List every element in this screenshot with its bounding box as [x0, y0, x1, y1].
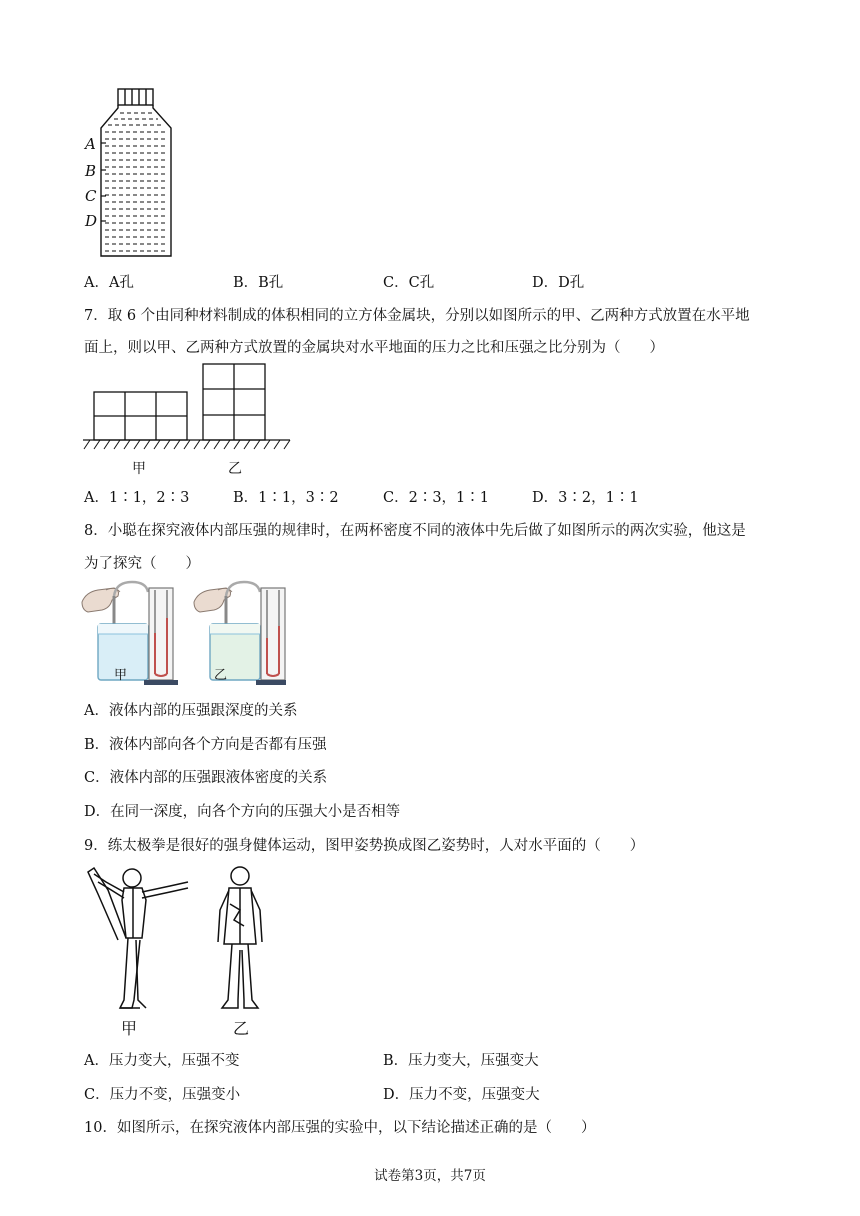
option-key: D． — [84, 804, 111, 820]
option-key: C． — [84, 1087, 110, 1103]
page-footer: 试卷第3页，共7页 — [374, 1168, 486, 1184]
option-text: 液体内部的压强跟液体密度的关系 — [109, 770, 328, 786]
option-key: B． — [233, 275, 259, 291]
option-key: C． — [383, 275, 409, 291]
option-text: 液体内部的压强跟深度的关系 — [108, 703, 298, 719]
option-key: B． — [383, 1053, 409, 1069]
option-text: 2∶3，1∶1 — [408, 490, 490, 506]
option-text: 1∶1，3∶2 — [258, 490, 339, 506]
q6-option-c[interactable] — [383, 271, 434, 292]
option-key: A． — [84, 275, 109, 291]
q7-stem-line2: 面上，则以甲、乙两种方式放置的金属块对水平地面的压力之比和压强之比分别为（ ） — [84, 340, 664, 356]
q8-fig-label-jia: 甲 — [114, 668, 128, 683]
hole-label-a: A — [85, 135, 96, 153]
taichi-figure — [80, 860, 280, 1020]
q7-fig-label-jia: 甲 — [132, 461, 146, 477]
option-key: D． — [532, 490, 559, 506]
option-text: C孔 — [408, 275, 435, 291]
q9-fig-label-jia: 甲 — [121, 1019, 138, 1038]
option-text: 压力变大，压强不变 — [108, 1053, 240, 1069]
option-key: B． — [233, 490, 259, 506]
q8-option-a[interactable] — [84, 699, 297, 720]
q9-option-c[interactable] — [84, 1083, 240, 1104]
q6-option-d[interactable] — [532, 271, 584, 292]
q8-stem-line1: 8．小聪在探究液体内部压强的规律时，在两杯密度不同的液体中先后做了如图所示的两次实验，他这是 — [84, 523, 746, 539]
option-text: 压力不变，压强变小 — [109, 1087, 241, 1103]
option-text: 液体内部向各个方向是否都有压强 — [109, 737, 327, 753]
q7-stem-line1: 7．取 6 个由同种材料制成的体积相同的立方体金属块，分别以如图所示的甲、乙两种方式放置在水平地 — [84, 308, 750, 324]
option-text: 1∶1，2∶3 — [108, 490, 190, 506]
q9-option-d[interactable] — [383, 1083, 540, 1104]
option-key: B． — [84, 737, 110, 753]
option-text: 压力变大，压强变大 — [408, 1053, 539, 1069]
option-text: D孔 — [558, 275, 585, 291]
option-key: C． — [84, 770, 110, 786]
q6-option-a[interactable] — [84, 271, 134, 292]
blocks-figure — [80, 360, 295, 460]
q6-option-b[interactable] — [233, 271, 283, 292]
option-text: 3∶2，1∶1 — [558, 490, 639, 506]
option-text: 压力不变，压强变大 — [409, 1087, 540, 1103]
hole-label-b: B — [85, 162, 97, 180]
hole-label-c: C — [85, 187, 97, 205]
q8-option-d[interactable] — [84, 800, 400, 821]
q9-stem-line1: 9．练太极拳是很好的强身健体运动，图甲姿势换成图乙姿势时，人对水平面的（ ） — [84, 838, 645, 854]
hole-label-d: D — [85, 212, 98, 230]
q8-option-b[interactable] — [84, 733, 327, 754]
q9-fig-label-yi: 乙 — [233, 1019, 250, 1038]
option-text: B孔 — [258, 275, 284, 291]
q7-option-a[interactable] — [84, 486, 189, 507]
option-key: D． — [532, 275, 559, 291]
pressure-gauge-figure — [76, 578, 286, 690]
q9-option-a[interactable] — [84, 1049, 239, 1070]
q7-option-b[interactable] — [233, 486, 339, 507]
option-key: D． — [383, 1087, 410, 1103]
q8-stem-line2: 为了探究（ ） — [84, 556, 200, 572]
q10-stem-line1: 10．如图所示，在探究液体内部压强的实验中，以下结论描述正确的是（ ） — [84, 1120, 596, 1136]
option-key: C． — [383, 490, 409, 506]
q8-fig-label-yi: 乙 — [214, 668, 228, 683]
option-key: A． — [84, 1053, 109, 1069]
q7-option-d[interactable] — [532, 486, 639, 507]
q8-option-c[interactable] — [84, 766, 327, 787]
option-text: 在同一深度，向各个方向的压强大小是否相等 — [110, 804, 401, 820]
bottle-figure — [80, 86, 190, 261]
option-key: A． — [84, 703, 109, 719]
q7-fig-label-yi: 乙 — [228, 461, 242, 477]
q9-option-b[interactable] — [383, 1049, 539, 1070]
option-text: A孔 — [108, 275, 134, 291]
q7-option-c[interactable] — [383, 486, 489, 507]
option-key: A． — [84, 490, 109, 506]
